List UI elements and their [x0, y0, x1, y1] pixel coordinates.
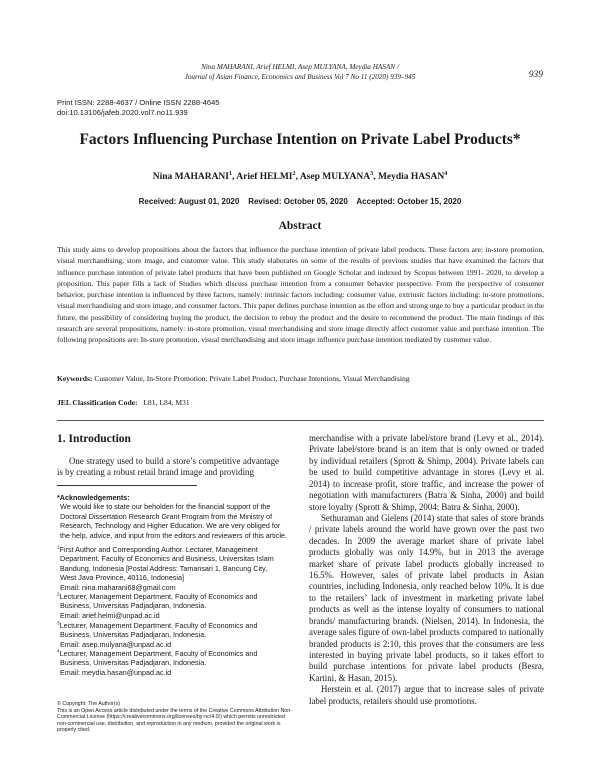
fn-line: Bandung, Indonesia [Postal Address: Tamansari 1, Bancung City,: [60, 563, 268, 573]
accepted-date: Accepted: October 15, 2020: [356, 197, 462, 206]
footnote-3: [57, 621, 287, 649]
author-name: Arief HELMI: [236, 172, 293, 182]
fn-email: Email: asep.mulyana@unpad.ac.id: [60, 639, 172, 649]
abstract-text: This study aims to develop propositions about the factors that influence the purchase intention of private label products. These factors are: in-store promotion, visual merchandising, store image, and customer value. This study elaborates on some of the results of previous studies that have examined the factors that influence purchase intention of private label products that have been published on Google Scholar and indexed by Scopus between 1991- 2020, to develop a proposition. This paper fills a lack of Studies which discuss purchase intention from a consumer behavior perspective. From the perspective of consumer behavior, purchase intention is influenced by three factors, namely: intrinsic factors including: consumer value, extrinsic factors including: in-store promotions, visual merchandising and store image, and consumer factors. This paper defines purchase intention as the effort and strong urge to buy a particular product in the future, the possibility of considering buying the product, the decision to rebuy the product and the desire to recommend the product. The main findings of this research are several propositions, namely: in-store promotion, visual merchandising and store image directly affect customer value and purchase intention. The following propositions are: In-store promotion, visual merchandising and store image influence purchase intention mediated by customer value.: [57, 245, 544, 345]
keywords-label: Keywords:: [57, 374, 93, 383]
footnote-4: [57, 649, 287, 677]
intro-right-column: [309, 433, 544, 707]
page-number: 939: [528, 70, 543, 80]
issn-block: [57, 98, 220, 118]
copyright-line: © Copyright: The Author(s): [57, 701, 120, 707]
running-header-authors: Nina MAHARANI, Arief HELMI, Asep MULYANA, Meydia HASAN /: [201, 63, 399, 71]
section-divider: [57, 420, 544, 421]
fn-line: First Author and Corresponding Author. Lecturer, Management: [59, 545, 258, 554]
ack-text: We would like to state our beholden for the financial support of the Doctoral Dissertation Research Grant Program from the Ministry of Research, Technology and Higher Education. We are very obliged for the help, advice, and input from the editors and reviewers of this article.: [60, 502, 287, 540]
jel-codes: L81, L84, M31: [143, 398, 190, 407]
fn-email: Email: meydia.hasan@unpad.ac.id: [60, 667, 172, 677]
acknowledgements: [57, 493, 287, 540]
fn-line: Business, Universitas Padjadjaran, Indonesia.: [60, 630, 207, 640]
fn-email: Email: nina.maharani68@gmail.com: [60, 582, 176, 592]
fn-line: Business, Universitas Padjadjaran, Indonesia.: [60, 658, 207, 668]
license-text: This is an Open Access article distributed under the terms of the Creative Commons Attribution Non-Commercial License (https://creativecommons.org/licenses/by-nc/4.0/) which permits unrestricted non-commercial use, distribution, and reproduction in any medium, provided the original work is properly cited.: [57, 707, 292, 734]
body-paragraph: Sethuraman and Gielens (2014) state that sales of store brands / private labels around the world have grown over the past two decades. In 2009 the average market share of private label products globally was only 14.9%, but in 2013 the average market share of private label products globally increased to 16.5%. However, sales of private label products in Asian countries, including Indonesia, only reached below 10%. It is due to the retailers’ lack of investment in marketing private label products as well as the intense loyalty of consumers to national brands/ manufacturing brands. (Nielsen, 2014). In Indonesia, the average sales figure of own-label products compared to nationally branded products is 2:10, this proves that the consumers are less interested in buying private label products, so it takes effort to build purchase intentions for private label products (Besra, Kartini, & Hasan, 2015).: [309, 512, 544, 683]
doi-line: doi:10.13106/jafeb.2020.vol7.no11.939: [57, 108, 188, 117]
footnote-rule: [57, 485, 197, 486]
fn-line: Lecturer, Management Department, Faculty of Economics and: [59, 649, 258, 658]
author-sup: 2: [292, 170, 296, 177]
body-paragraph: Herstein et al. (2017) argue that to increase sales of private label products, retailers should use promotions.: [309, 684, 544, 706]
intro-left-text: One strategy used to build a store’s competitive advantage is by creating a robust retail brand image and providing: [57, 456, 279, 478]
author-sup: 4: [444, 170, 448, 177]
paper-title: Factors Influencing Purchase Intention on Private Label Products*: [79, 131, 521, 148]
abstract-heading: Abstract: [278, 220, 322, 232]
jel-label: JEL Classification Code:: [57, 398, 138, 407]
fn-sup: 4: [57, 648, 60, 654]
ack-label: *Acknowledgements:: [57, 493, 130, 502]
keywords-text: Customer Value, In-Store Promotion, Private Label Product, Purchase Intentions, Visual Merchandising: [94, 374, 410, 383]
footnote-1: [57, 545, 287, 592]
jel-classification: [57, 398, 544, 407]
introduction-heading: 1. Introduction: [57, 433, 131, 445]
fn-sup: 3: [57, 620, 60, 626]
fn-line: Lecturer, Management Department, Faculty of Economics and: [59, 621, 258, 630]
fn-line: West Java Province, 40116, Indonesia]: [60, 573, 184, 583]
issn-line: Print ISSN: 2288-4637 / Online ISSN 2288-4645: [57, 98, 220, 107]
author-name: Asep MULYANA: [299, 172, 371, 182]
fn-line: Lecturer, Management Department, Faculty of Economics and: [59, 592, 258, 601]
body-paragraph: merchandise with a private label/store brand (Levy et al., 2014). Private label/store brand is an item that is only owned or traded by individual retailers (Sprott & Shimp, 2004). Private labels can be used to build competitive advantage in stores (Levy et al. 2014) to increase profit, store traffic, and increase the power of negotiation with manufacturers (Batra & Sinha, 2000) and build store loyalty (Sprott & Shimp, 2004: Batra & Sinha, 2000).: [309, 433, 544, 512]
fn-line: Department, Faculty of Economics and Business, Universitas Islam: [60, 554, 274, 564]
fn-line: Business, Universitas Padjadjaran, Indonesia.: [60, 601, 207, 611]
revised-date: Revised: October 05, 2020: [248, 197, 348, 206]
author-sup: 3: [370, 170, 374, 177]
footnote-2: [57, 592, 287, 620]
received-date: Received: August 01, 2020: [138, 197, 240, 206]
author-name: Nina MAHARANI: [152, 172, 229, 182]
fn-email: Email: arief.helmi@unpad.ac.id: [60, 610, 160, 620]
fn-sup: 2: [57, 591, 60, 597]
author-list: Nina MAHARANI$^1$, Arief HELMI$^2$, Asep MULYANA$^3$, Meydia HASAN$^4$: [152, 170, 448, 182]
author-name: Meydia HASAN: [377, 172, 445, 182]
submission-dates: [40, 197, 560, 206]
keywords: [57, 374, 544, 383]
running-header-journal: Journal of Asian Finance, Economics and Business Vol 7 No 11 (2020) 939–945: [184, 73, 416, 81]
copyright-notice: [57, 701, 292, 734]
author-sup: 1: [228, 170, 233, 177]
fn-sup: 1: [57, 544, 60, 550]
